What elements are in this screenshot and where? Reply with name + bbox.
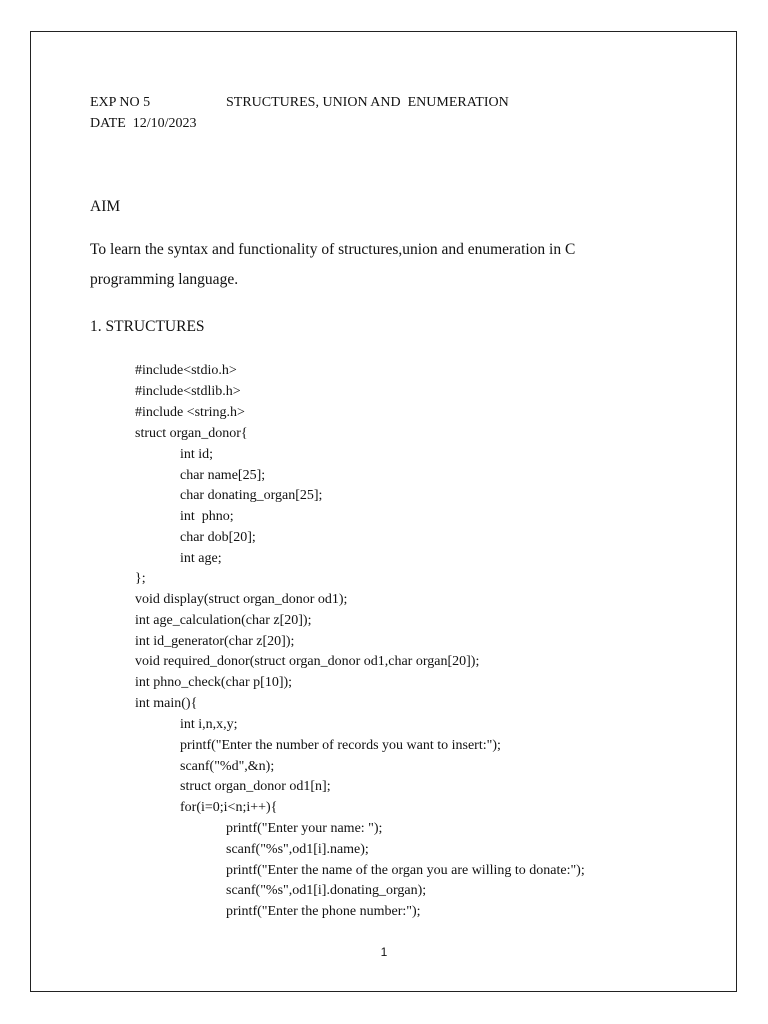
code-line: printf("Enter the phone number:"); [226, 904, 421, 919]
code-line: int age; [180, 551, 222, 566]
aim-text-line-2: programming language. [90, 271, 239, 288]
code-line: int id; [180, 447, 214, 462]
code-line: printf("Enter your name: "); [226, 821, 383, 836]
code-line: struct organ_donor od1[n]; [180, 779, 331, 794]
code-line: int i,n,x,y; [180, 717, 238, 732]
code-line: #include<stdio.h> [135, 363, 237, 378]
aim-text-line-1: To learn the syntax and functionality of structures,union and enumeration in C [90, 241, 576, 258]
section-heading-structures: 1. STRUCTURES [90, 318, 205, 335]
code-line: }; [135, 571, 146, 586]
code-line: int phno_check(char p[10]); [135, 675, 293, 690]
experiment-date: DATE 12/10/2023 [90, 116, 197, 131]
code-line: scanf("%d",&n); [180, 759, 275, 774]
page-number: 1 [380, 945, 388, 959]
code-line: int main(){ [135, 696, 198, 711]
code-line: printf("Enter the name of the organ you are willing to donate:"); [226, 863, 585, 878]
experiment-title: STRUCTURES, UNION AND ENUMERATION [226, 95, 509, 110]
code-line: int phno; [180, 509, 234, 524]
code-line: scanf("%s",od1[i].donating_organ); [226, 883, 427, 898]
code-line: int age_calculation(char z[20]); [135, 613, 312, 628]
aim-heading: AIM [90, 198, 121, 215]
code-line: int id_generator(char z[20]); [135, 634, 295, 649]
code-line: scanf("%s",od1[i].name); [226, 842, 369, 857]
code-line: #include<stdlib.h> [135, 384, 241, 399]
exp-number: EXP NO 5 [90, 95, 151, 110]
code-line: char donating_organ[25]; [180, 488, 323, 503]
code-line: char dob[20]; [180, 530, 256, 545]
code-line: printf("Enter the number of records you want to insert:"); [180, 738, 501, 753]
code-line: #include <string.h> [135, 405, 245, 420]
code-line: for(i=0;i<n;i++){ [180, 800, 278, 815]
code-line: char name[25]; [180, 468, 266, 483]
page-border [30, 31, 737, 992]
code-line: void display(struct organ_donor od1); [135, 592, 348, 607]
code-line: struct organ_donor{ [135, 426, 248, 441]
code-line: void required_donor(struct organ_donor od1,char organ[20]); [135, 654, 480, 669]
